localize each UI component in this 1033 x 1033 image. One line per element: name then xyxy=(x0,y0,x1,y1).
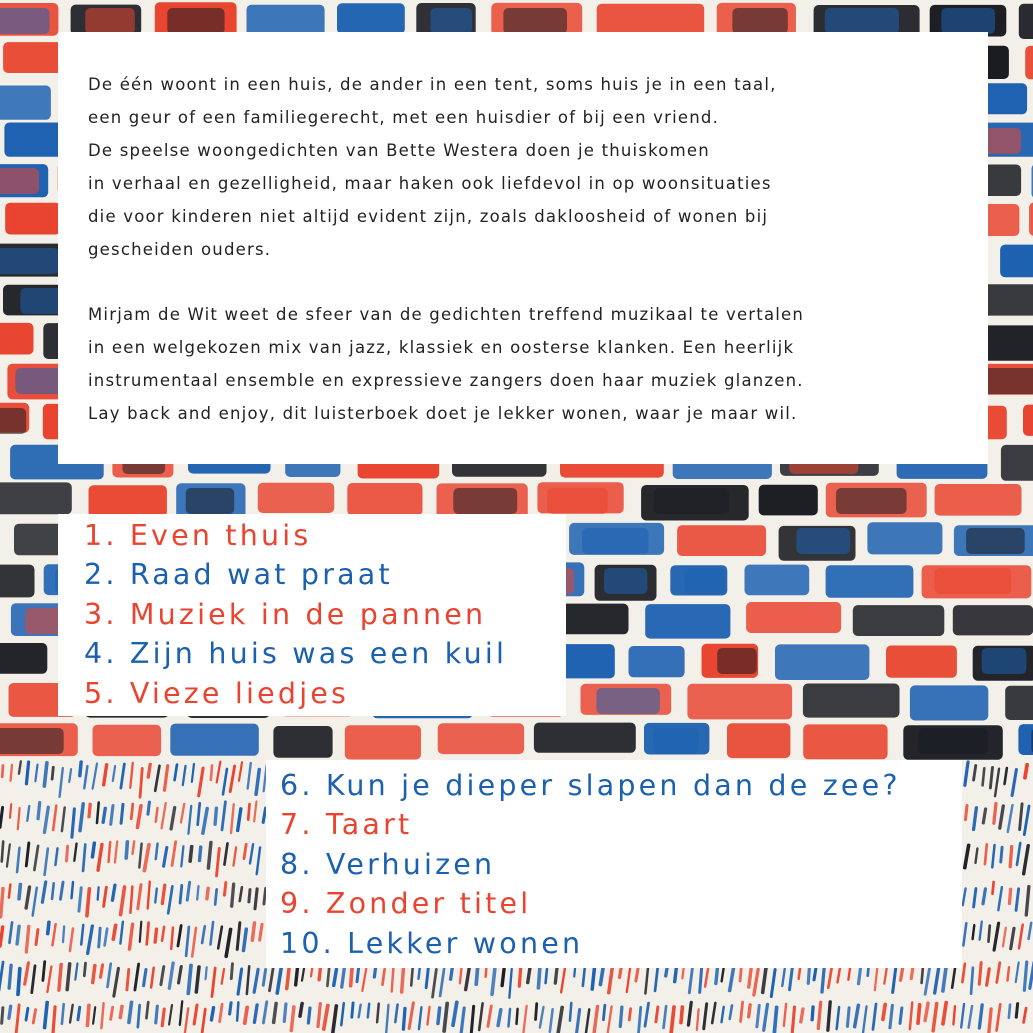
brick-shape xyxy=(803,724,887,759)
brick-shape xyxy=(775,644,869,680)
brick-shape xyxy=(1010,248,1033,274)
brick-shape xyxy=(745,565,810,596)
brick-shape xyxy=(953,605,1033,635)
track-item: 6. Kun je dieper slapen dan de zee? xyxy=(280,769,901,802)
brick-shape xyxy=(867,522,942,554)
brick-shape xyxy=(727,723,790,758)
brick-shape xyxy=(430,8,472,34)
track-item: 9. Zonder titel xyxy=(280,887,532,921)
brick-shape xyxy=(13,208,52,234)
brick-shape xyxy=(337,3,405,34)
brick-shape xyxy=(0,643,47,674)
brick-shape xyxy=(1025,46,1033,79)
brick-shape xyxy=(645,604,730,639)
brick-shape xyxy=(654,488,729,514)
brick-shape xyxy=(0,86,51,120)
brick-shape xyxy=(1001,445,1033,481)
brick-shape xyxy=(935,568,1012,594)
brick-shape xyxy=(910,685,988,720)
brick-shape xyxy=(732,8,787,34)
tracklist-panel-2 xyxy=(266,760,962,968)
brick-shape xyxy=(966,528,1025,554)
description-line: gescheiden ouders. xyxy=(88,240,272,259)
track-item: 8. Verhuizen xyxy=(280,847,496,881)
brick-shape xyxy=(653,728,699,754)
brick-shape xyxy=(547,488,607,514)
brick-shape xyxy=(685,568,725,594)
brick-shape xyxy=(1029,202,1033,236)
description-line: een geur of een familiegerecht, met een huisdier of bij een vriend. xyxy=(88,108,720,127)
brick-shape xyxy=(677,525,766,556)
brick-shape xyxy=(1023,405,1033,436)
brick-shape xyxy=(170,724,258,756)
brick-shape xyxy=(345,725,421,759)
brick-shape xyxy=(0,8,49,34)
description-line: Lay back and enjoy, dit luisterboek doet je lekker wonen, waar je maar wil. xyxy=(88,404,798,423)
tracklist-1 xyxy=(84,516,507,713)
tracklist-2 xyxy=(280,766,901,963)
brick-shape xyxy=(1018,724,1033,755)
brick-shape xyxy=(853,605,945,636)
brick-shape xyxy=(453,488,517,514)
brick-shape xyxy=(941,8,995,34)
brick-shape xyxy=(759,485,818,516)
brick-shape xyxy=(629,646,685,677)
description-line: De speelse woongedichten van Bette Westera doen je thuiskomen xyxy=(88,141,710,160)
brick-shape xyxy=(558,644,615,678)
brick-shape xyxy=(717,648,757,674)
brick-shape xyxy=(0,168,39,194)
brick-shape xyxy=(0,728,64,754)
brick-shape xyxy=(0,323,34,355)
brick-shape xyxy=(836,488,907,514)
brick-shape xyxy=(582,528,649,554)
track-item: 7. Taart xyxy=(280,808,413,842)
brick-shape xyxy=(803,684,900,718)
brick-shape xyxy=(596,688,660,714)
brick-shape xyxy=(347,483,422,516)
brick-shape xyxy=(746,602,841,633)
brick-shape xyxy=(0,482,72,514)
brick-shape xyxy=(0,408,26,434)
description-line: in verhaal en gezelligheid, maar haken ook liefdevol in op woonsituaties xyxy=(88,174,772,193)
brick-shape xyxy=(886,646,957,678)
brick-shape xyxy=(89,485,167,517)
brick-shape xyxy=(826,565,914,598)
track-item: 3. Muziek in de pannen xyxy=(84,597,487,631)
description-line: instrumentaal ensemble en expressieve zangers doen haar muziek glanzen. xyxy=(88,371,804,390)
brick-shape xyxy=(534,723,636,753)
brick-shape xyxy=(918,728,988,754)
description-line: die voor kinderen niet altijd evident zijn, zoals dakloosheid of wonen bij xyxy=(88,207,769,226)
brick-shape xyxy=(935,484,1022,516)
brick-shape xyxy=(1019,4,1033,39)
tracklist-panel-1 xyxy=(58,514,566,716)
brick-shape xyxy=(85,8,135,34)
brick-shape xyxy=(186,488,235,514)
brick-shape xyxy=(825,8,899,34)
brick-shape xyxy=(982,648,1027,674)
brick-shape xyxy=(93,725,162,756)
track-item: 1. Even thuis xyxy=(84,519,312,552)
brick-shape xyxy=(796,528,850,554)
description-paragraph-1 xyxy=(88,68,777,266)
brick-shape xyxy=(273,726,332,758)
track-item: 5. Vieze liedjes xyxy=(84,676,350,710)
track-item: 10. Lekker wonen xyxy=(280,926,584,960)
track-item: 2. Raad wat praat xyxy=(84,558,393,592)
brick-shape xyxy=(604,568,647,594)
track-item: 4. Zijn huis was een kuil xyxy=(84,637,508,671)
brick-shape xyxy=(687,684,792,720)
description-line: in een welgekozen mix van jazz, klassiek en oosterse klanken. Een heerlijk xyxy=(88,338,795,357)
description-line: De één woont in een huis, de ander in een tent, soms huis je in een taal, xyxy=(88,75,777,94)
description-line: Mirjam de Wit weet de sfeer van de gedichten treffend muzikaal te vertalen xyxy=(88,305,805,324)
brick-shape xyxy=(503,8,567,34)
brick-shape xyxy=(1005,686,1033,720)
description-panel xyxy=(58,32,988,464)
brick-shape xyxy=(258,483,334,513)
brick-shape xyxy=(0,248,59,274)
brick-shape xyxy=(438,723,524,754)
brick-shape xyxy=(167,8,224,34)
description-paragraph-2 xyxy=(88,298,804,430)
brick-shape xyxy=(0,565,34,598)
